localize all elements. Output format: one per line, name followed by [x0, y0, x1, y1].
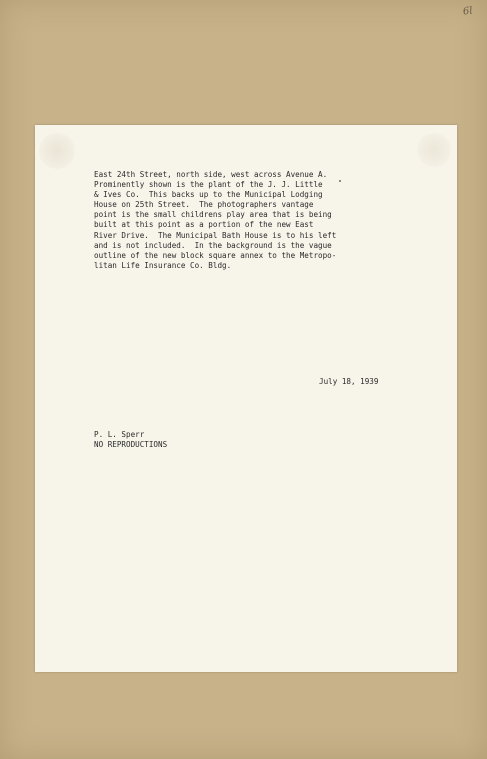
- corner-mark: 6l: [462, 5, 474, 18]
- body-line: Prominently shown is the plant of the J. J. Little: [94, 180, 323, 190]
- body-line: outline of the new block square annex to the Metropo-: [94, 250, 337, 260]
- body-line: River Drive. The Municipal Bath House is to his left: [94, 230, 337, 240]
- body-line: built at this point as a portion of the new East: [94, 220, 314, 230]
- reproduction-note: NO REPRODUCTIONS: [94, 440, 168, 450]
- document-body: [94, 170, 424, 271]
- body-line: and is not included. In the background is the vague: [94, 240, 332, 250]
- body-line: House on 25th Street. The photographers vantage: [94, 200, 314, 210]
- signature-name: P. L. Sperr: [94, 430, 145, 439]
- signature-block: [94, 430, 167, 450]
- body-line: point is the small childrens play area that is being: [94, 210, 332, 220]
- body-line: litan Life Insurance Co. Bldg.: [94, 260, 232, 270]
- body-line: East 24th Street, north side, west across Avenue A.: [94, 170, 328, 179]
- document-date: July 18, 1939: [319, 377, 379, 386]
- body-line: & Ives Co. This backs up to the Municipal Lodging: [94, 190, 323, 200]
